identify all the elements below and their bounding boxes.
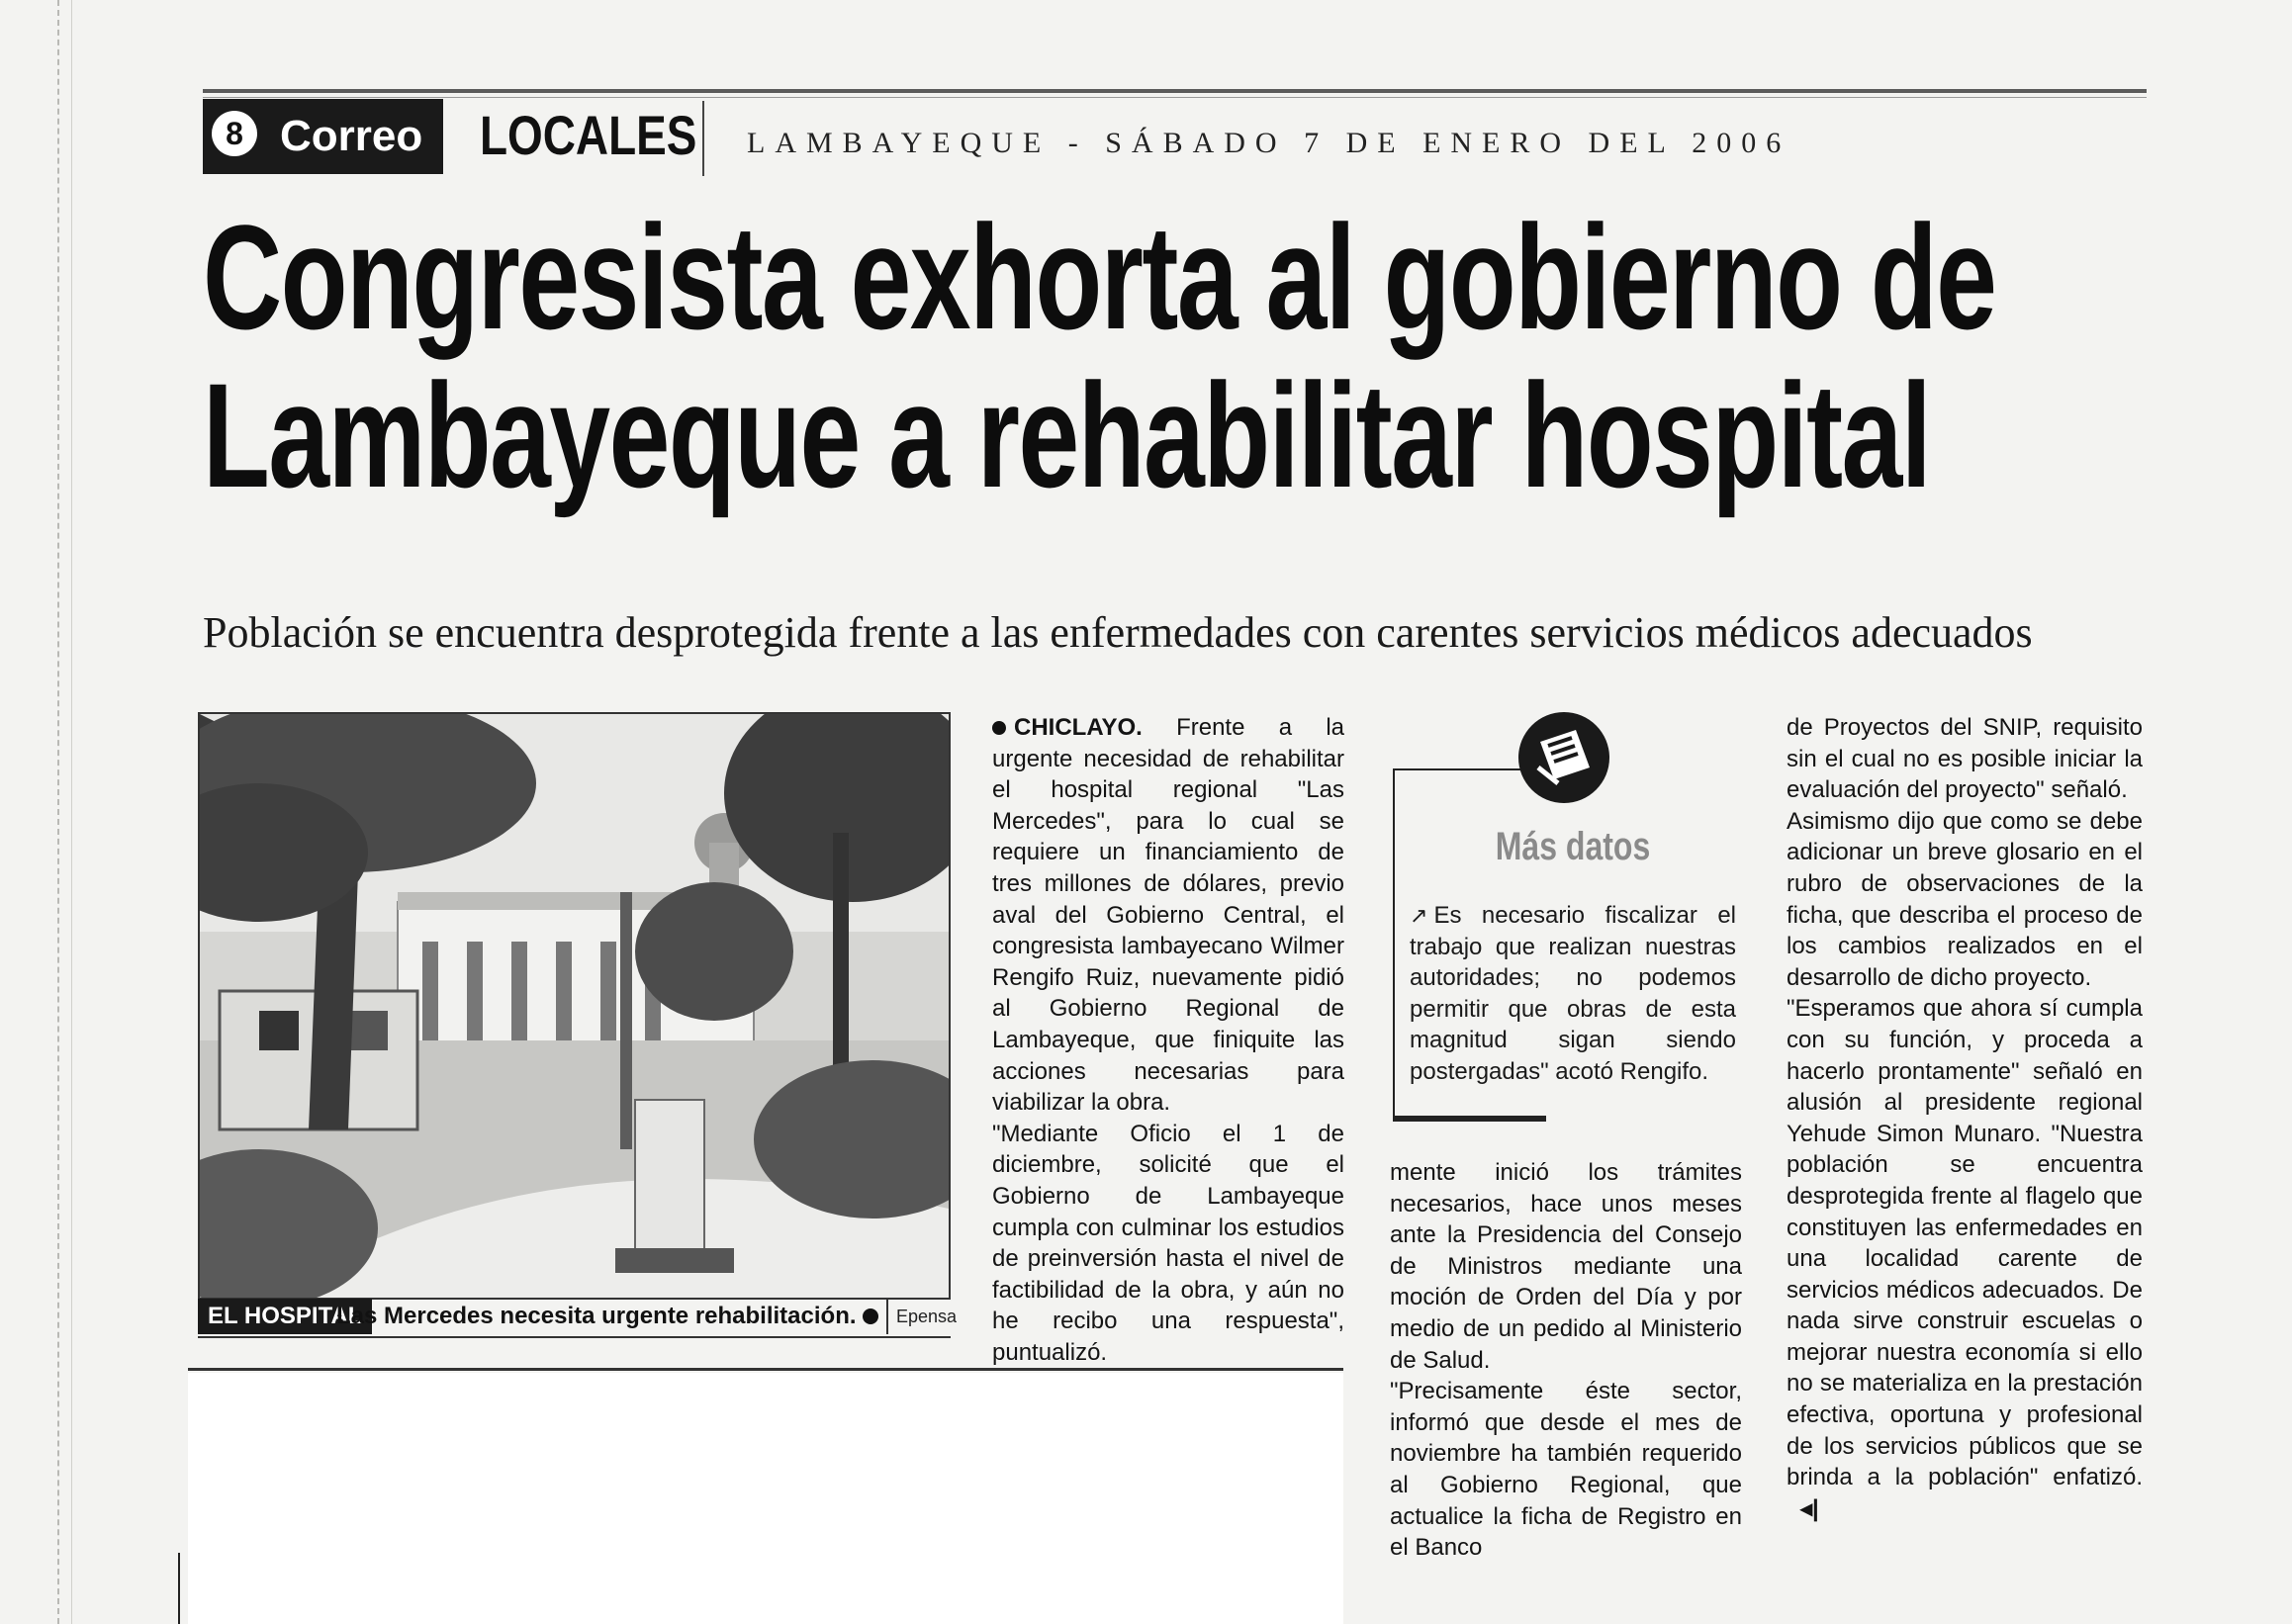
newspaper-icon-glyph — [1518, 712, 1609, 803]
column-1-paragraph-2: "Mediante Oficio el 1 de diciembre, solicité que el Gobierno de Lambayeque cumpla con culminar los estudios de preinversión hasta el nivel de factibilidad de la obra, y aún no he recibo una respuesta", puntualizó. — [992, 1120, 1344, 1366]
section-name: LOCALES — [480, 104, 697, 166]
page-number: 8 — [212, 111, 257, 156]
masthead — [203, 99, 2147, 174]
column-1-paragraph-1: CHICLAYO. Frente a la urgente necesidad de rehabilitar el hospital regional "Las Mercedes", para lo cual se requiere un financiamiento de tres millones de dólares, previo aval del Gobierno Central, el congresista lambayecano Wilmer Rengifo Ruiz, nuevamente pidió al Gobierno Regional de Lambayeque, que finiquite las acciones necesarias para viabilizar la obra. — [992, 714, 1345, 1117]
photo-credit: Epensa — [886, 1299, 957, 1334]
bottom-rule — [188, 1368, 1343, 1371]
fold-edge — [71, 0, 72, 1624]
column-2-paragraph-2: "Precisamente éste sector, informó que desde el mes de noviembre ha también requerido al Gobierno Regional, que actualice la ficha de Registro en el Banco — [1390, 1378, 1742, 1562]
end-mark-icon: ◂| — [1800, 1494, 1819, 1522]
hospital-photo — [198, 712, 951, 1300]
column-3-paragraph-3: "Esperamos que ahora sí cumpla con su función, y proceda a hacerlo prontamente" señaló en alusión al presidente regional Yehude Simon Munaro. "Nuestra población se encuentra desprotegida frente al flagelo que constituyen las enfermedades en una localidad carente de servicios médicos adecuados. De nada sirve construir escuelas o mejorar nuestra economía si ello no se materializa en la prestación efectiva, oportuna y profesional de los servicios públicos que se brinda a la población" enfatizó.◂| — [1787, 993, 2143, 1524]
headline-line-1: Congresista exhorta al gobierno de — [203, 194, 1996, 360]
column-2-paragraph-1: mente inició los trámites necesarios, hace unos meses ante la Presidencia del Consejo de Ministros mediante una moción de Orden del Día y por medio de un pedido al Ministerio de Salud. — [1390, 1159, 1742, 1374]
photo-illustration — [200, 714, 949, 1298]
masthead-divider — [702, 101, 704, 176]
caption-tag: EL HOSPITAL — [198, 1299, 372, 1334]
dateline-city: CHICLAYO. — [1014, 714, 1143, 741]
caption-text: Las Mercedes necesita urgente rehabilitación. — [336, 1303, 857, 1329]
article-column-3 — [1787, 712, 2143, 1524]
blank-area — [188, 1373, 1343, 1624]
sidebar-text — [1410, 900, 1736, 1088]
sidebar-title: Más datos — [1495, 825, 1651, 868]
newspaper-icon — [1518, 712, 1609, 803]
sidebar-bottom-rule — [1393, 1116, 1546, 1122]
sidebar-body: Es necesario fiscalizar el trabajo que realizan nuestras autoridades; no podemos permitir que obras de esta magnitud sigan siendo postergadas" acotó Rengifo. — [1410, 902, 1736, 1085]
brand-name: Correo — [280, 112, 423, 160]
lead-bullet-icon — [992, 721, 1006, 735]
column-3-paragraph-2: Asimismo dijo que como se debe adicionar un breve glosario en el rubro de observaciones de la ficha, que describa el proceso de los cambios realizados en el desarrollo de dicho proyecto. — [1787, 807, 2143, 991]
page-edge-mark — [178, 1553, 180, 1624]
headline-line-2: Lambayeque a rehabilitar hospital — [203, 352, 1931, 518]
article-column-1 — [992, 712, 1344, 1399]
dateline: LAMBAYEQUE - SÁBADO 7 DE ENERO DEL 2006 — [747, 127, 1791, 159]
caption-bullet-icon — [863, 1308, 878, 1324]
photo-caption — [198, 1299, 958, 1338]
fold-line — [57, 0, 59, 1624]
top-rule-thin — [203, 97, 2147, 98]
column-3-paragraph-1: de Proyectos del SNIP, requisito sin el cual no es posible iniciar la evaluación del proyecto" señaló. — [1787, 714, 2143, 804]
brand-box — [203, 99, 443, 174]
subheadline: Población se encuentra desprotegida frente a las enfermedades con carentes servicios médicos adecuados — [203, 608, 2033, 657]
sidebar-left-rule — [1393, 768, 1395, 1121]
top-rule — [203, 89, 2147, 93]
headline — [203, 194, 1996, 518]
article-column-2 — [1390, 1157, 1742, 1564]
arrow-icon: ↗ — [1410, 903, 1428, 928]
